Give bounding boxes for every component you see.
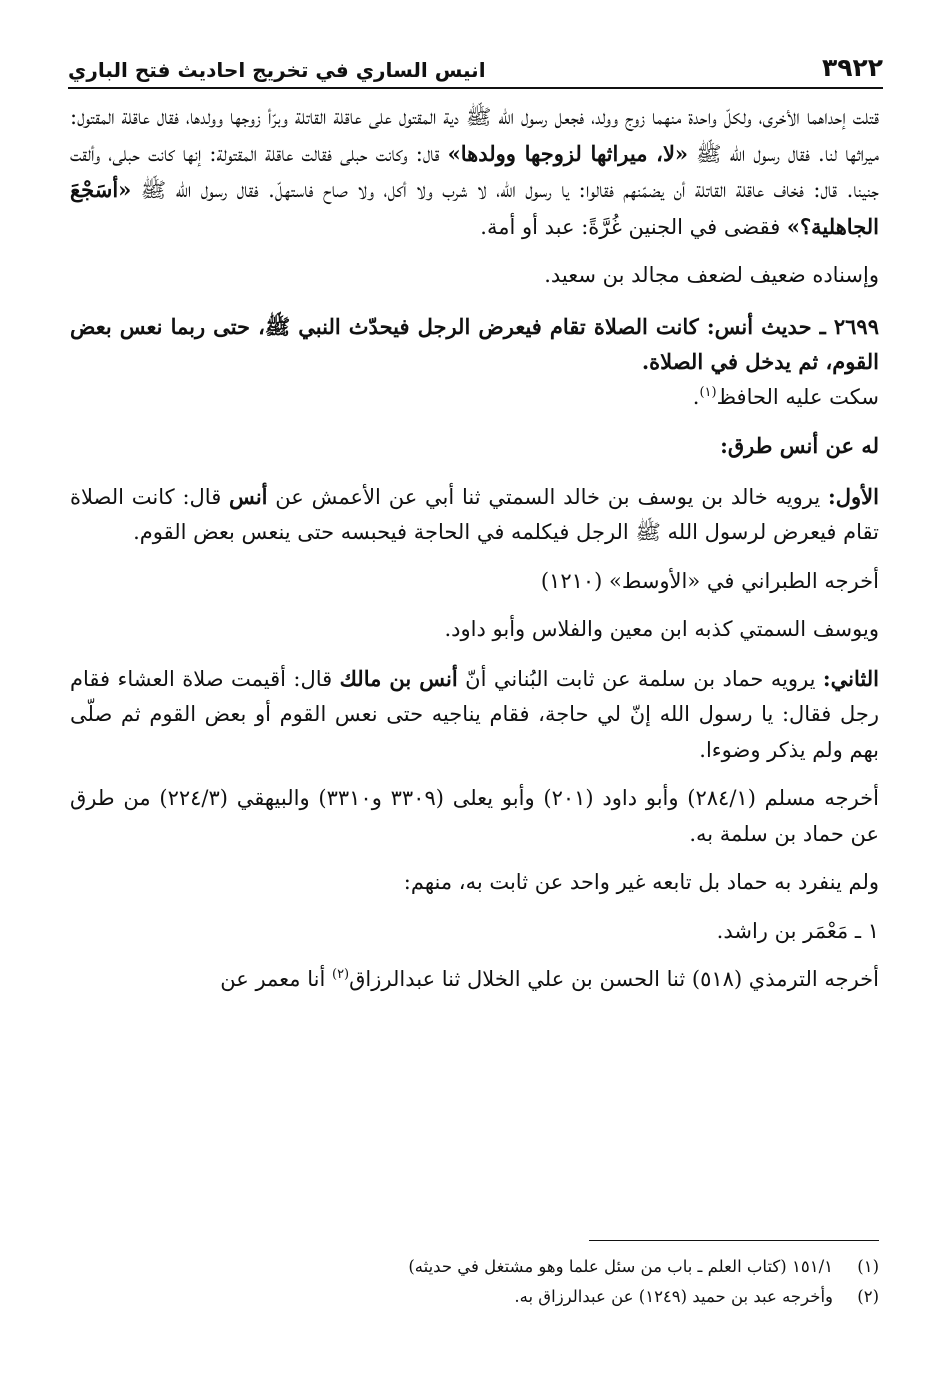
hadith-number: ٢٦٩٩ ـ حديث أنس: [698, 313, 879, 339]
route-label: الثاني: [822, 665, 879, 691]
route-label: الأول: [828, 483, 879, 509]
footnote-number: (١) [857, 1257, 879, 1276]
paragraph-isnad-note: وإسناده ضعيف لضعف مجالد بن سعيد. [544, 263, 879, 287]
footnote-2 [70, 1282, 879, 1312]
text: أخرجه الترمذي (٥١٨) ثنا الحسن بن علي الخلال ثنا عبدالرزاق [349, 967, 879, 991]
book-title: انيس الساري في تخريج احاديث فتح الباري [68, 58, 486, 82]
text: يرويه حماد بن سلمة عن ثابت البُناني أنّ [457, 666, 823, 691]
footnote-ref[interactable]: (١) [699, 384, 717, 400]
hadith-entry [70, 309, 879, 380]
paragraph-hafiz-note [70, 380, 879, 416]
text: قال: كانت الصلاة تقام فيعرض لرسول الله ﷺ الرجل فيكلمه في الحاجة فيحبسه حتى ينعس بعض القوم. [70, 484, 879, 544]
text: سكت عليه الحافظ [716, 384, 879, 409]
page-body [70, 100, 879, 998]
paragraph-narrator-note: ويوسف السمتي كذبه ابن معين والفلاس وأبو داود. [444, 617, 879, 641]
footnote-text: ١٥١/١ (كتاب العلم ـ باب من سئل علما وهو مشتغل في حديثه) [408, 1257, 833, 1276]
footnote-number: (٢) [857, 1287, 879, 1306]
paragraph-second-route [70, 661, 879, 769]
narrator-name: أنس بن مالك [339, 665, 458, 691]
text: قال: وكانت حبلى فقالت عاقلة المقتولة: إنها كانت حبلى، وألقت جنينا. قال: فخاف عاقلة القاتلة أن يضمّنهم فقالوا: يا رسول الله، لا شرب ولا أكل، ولا صاح فاستهلّ. فقال رسول الله ﷺ [70, 141, 879, 202]
text: أنا معمر عن [220, 967, 332, 991]
footnote-ref[interactable]: (٢) [331, 967, 350, 982]
footnote-1 [70, 1252, 879, 1282]
paragraph-hadith-continuation [70, 100, 879, 245]
list-item-mamar: ١ ـ مَعْمَر بن راشد. [716, 918, 879, 943]
section-heading: له عن أنس طرق: [720, 433, 879, 458]
page-header [68, 38, 883, 82]
prophetic-quote: «أسَجْعَ الجاهلية؟» [70, 177, 879, 239]
paragraph-takhrij: أخرجه الطبراني في «الأوسط» (١٢١٠) [540, 568, 879, 593]
text: قتلت إحداهما الأخرى، ولكلّ واحدة منهما زوج وولد، فجعل رسول الله ﷺ دية المقتول على عاقلة القاتلة وبرّأ زوجها وولدها، فقال عاقلة المقتول: ميراثها لنا. فقال رسول الله ﷺ [70, 105, 880, 166]
footnote-rule [589, 1240, 879, 1241]
prophetic-quote: «لا، ميراثها لزوجها وولدها» [447, 140, 689, 166]
text: . [692, 384, 700, 409]
narrator-name: أنس [229, 483, 268, 509]
text: فقضى في الجنين غُرَّةً: عبد أو أمة. [480, 214, 787, 239]
header-rule [68, 87, 883, 89]
paragraph-tirmidhi [70, 962, 879, 998]
paragraph-first-route [70, 479, 879, 551]
paragraph-sources: أخرجه مسلم (٢٨٤/١) وأبو داود (٢٠١) وأبو يعلى (٣٣٠٩ و٣٣١٠) والبيهقي (٢٢٤/٣) من طرق عن حماد بن سلمة به. [70, 786, 879, 846]
text: قال: أقيمت صلاة العشاء فقام رجل فقال: يا رسول الله إنّ لي حاجة، فقام يناجيه حتى نعس القوم أو بعض القوم ثم صلّى بهم ولم يذكر وضوءا. [70, 666, 879, 762]
page-number: ٣٩٢٢ [821, 53, 883, 82]
paragraph-followers: ولم ينفرد به حماد بل تابعه غير واحد عن ثابت به، منهم: [403, 870, 879, 894]
hadith-text: كانت الصلاة تقام فيعرض الرجل فيحدّث النبي ﷺ، حتى ربما نعس بعض القوم، ثم يدخل في الصلاة. [70, 313, 879, 374]
text: يرويه خالد بن يوسف بن خالد السمتي ثنا أبي عن الأعمش عن [267, 484, 829, 509]
footnote-text: وأخرجه عبد بن حميد (١٢٤٩) عن عبدالرزاق به. [514, 1287, 833, 1306]
footnotes [70, 1252, 879, 1312]
